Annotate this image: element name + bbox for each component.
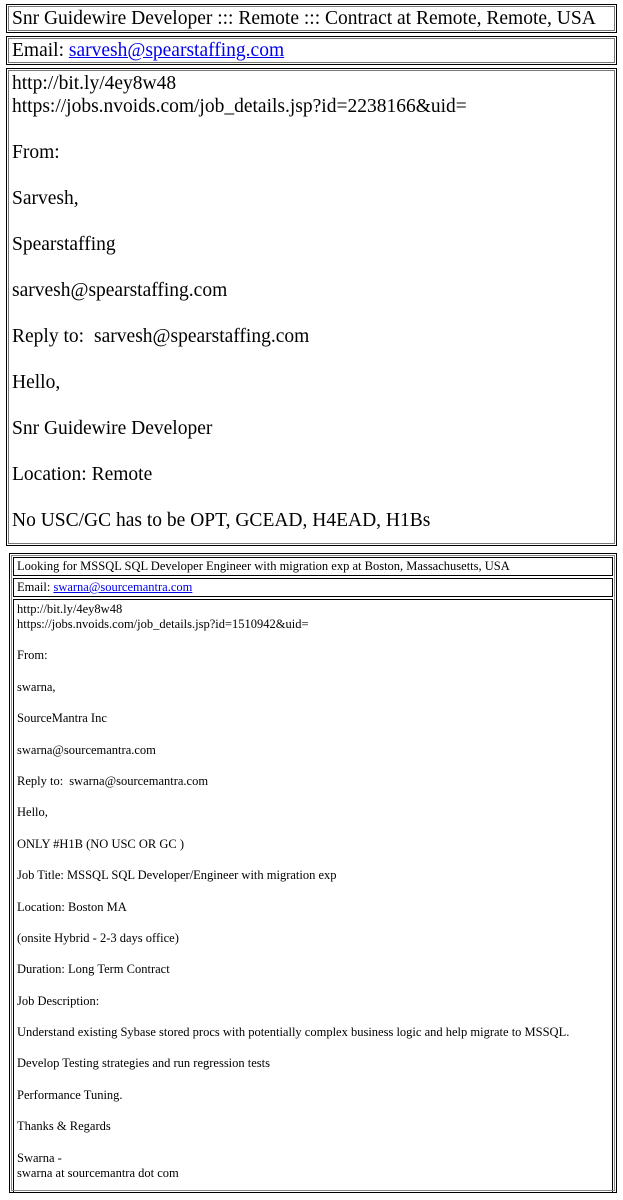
sender-email: sarvesh@spearstaffing.com xyxy=(12,280,228,301)
job-posting-title: Snr Guidewire Developer ::: Remote ::: Contract at Remote, Remote, USA xyxy=(12,8,596,29)
job-title-box xyxy=(6,4,617,33)
greeting: Hello, xyxy=(12,372,61,393)
job-description-body xyxy=(13,599,613,1193)
greeting: Hello, xyxy=(17,805,48,820)
job-posting-2 xyxy=(9,553,617,1193)
short-link: http://bit.ly/4ey8w48 xyxy=(12,73,177,94)
email-link[interactable]: swarna@sourcemantra.com xyxy=(53,580,193,594)
job-link: https://jobs.nvoids.com/job_details.jsp?id=2238166&uid= xyxy=(12,96,467,117)
signature-name: Swarna - xyxy=(17,1150,62,1165)
location: Location: Boston MA xyxy=(17,899,127,914)
sender-company: Spearstaffing xyxy=(12,234,116,255)
responsibility-2: Develop Testing strategies and run regression tests xyxy=(17,1056,271,1071)
reply-to-email: swarna@sourcemantra.com xyxy=(69,773,209,788)
job-description-label: Job Description: xyxy=(17,993,100,1008)
visa-requirement: ONLY #H1B (NO USC OR GC ) xyxy=(17,836,185,851)
role-title: Snr Guidewire Developer xyxy=(12,418,213,439)
responsibility-1: Understand existing Sybase stored procs with potentially complex business logic and help migrate to MSSQL. xyxy=(17,1025,570,1040)
signature-email: swarna at sourcemantra dot com xyxy=(17,1165,179,1180)
email-label: Email: xyxy=(17,580,54,594)
duration: Duration: Long Term Contract xyxy=(17,962,170,977)
reply-to-label: Reply to: xyxy=(12,326,85,347)
job-link: https://jobs.nvoids.com/job_details.jsp?id=1510942&uid= xyxy=(17,617,309,631)
role-title: Job Title: MSSQL SQL Developer/Engineer with migration exp xyxy=(17,868,337,883)
short-link: http://bit.ly/4ey8w48 xyxy=(17,602,123,616)
job-description-body xyxy=(6,68,617,546)
email-box xyxy=(6,36,617,65)
sender-name: Sarvesh, xyxy=(12,188,79,209)
email-label: Email: xyxy=(12,40,69,61)
job-title-box xyxy=(13,557,613,576)
sender-name: swarna, xyxy=(17,679,56,694)
from-label: From: xyxy=(12,142,60,163)
email-box xyxy=(13,578,613,597)
job-posting-1 xyxy=(6,4,617,549)
onsite-note: (onsite Hybrid - 2-3 days office) xyxy=(17,930,179,945)
sender-email: swarna@sourcemantra.com xyxy=(17,742,156,757)
job-posting-title: Looking for MSSQL SQL Developer Engineer with migration exp at Boston, Massachusetts, USA xyxy=(17,559,510,573)
responsibility-3: Performance Tuning. xyxy=(17,1087,123,1102)
reply-to-line xyxy=(12,325,611,348)
reply-to-email: sarvesh@spearstaffing.com xyxy=(94,326,310,347)
visa-requirement: No USC/GC has to be OPT, GCEAD, H4EAD, H1Bs xyxy=(12,510,431,531)
email-link[interactable]: sarvesh@spearstaffing.com xyxy=(68,40,285,61)
regards: Thanks & Regards xyxy=(17,1119,111,1134)
sender-company: SourceMantra Inc xyxy=(17,711,107,726)
reply-to-line xyxy=(17,774,609,789)
location: Location: Remote xyxy=(12,464,153,485)
from-label: From: xyxy=(17,648,48,663)
reply-to-label: Reply to: xyxy=(17,773,64,788)
